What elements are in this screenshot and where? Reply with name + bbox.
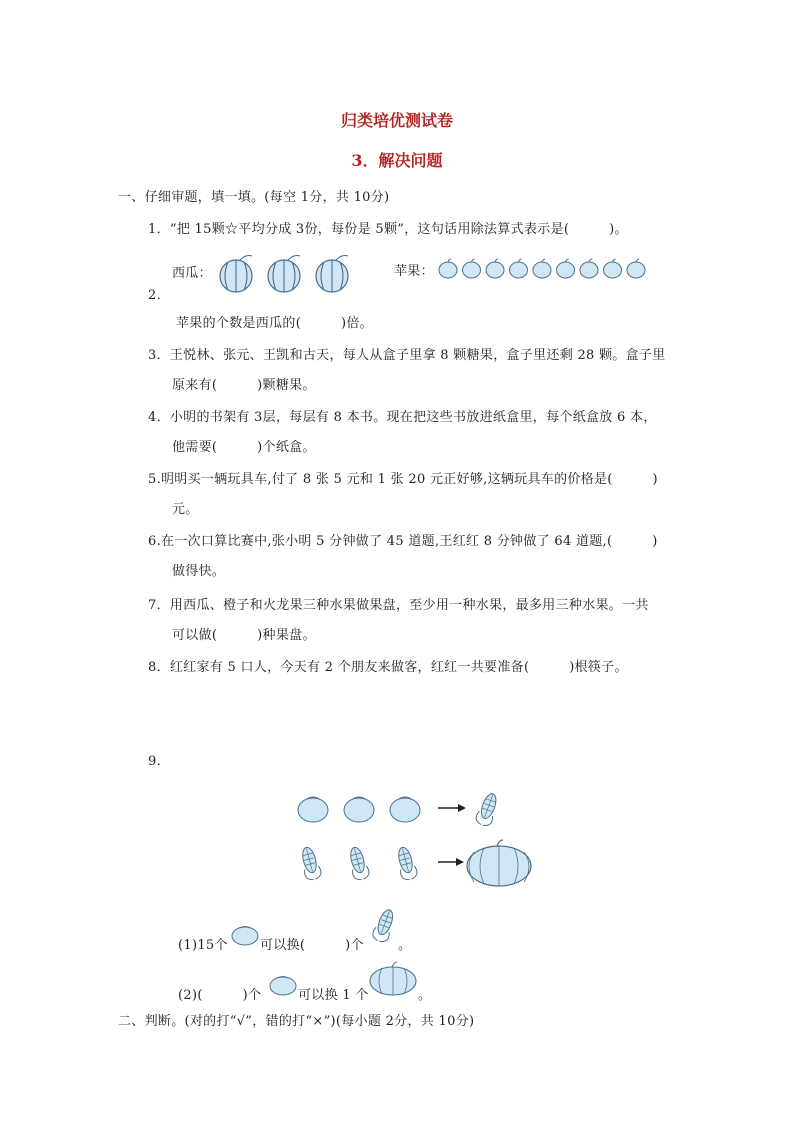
watermelon-icon — [316, 256, 348, 293]
tomato-icon — [230, 922, 260, 946]
exchange-row-tomato-corn — [296, 788, 546, 828]
corn-icon — [372, 906, 398, 950]
apple-icon — [439, 259, 457, 278]
watermelon-icon — [220, 256, 252, 293]
question-4-line2: 他需要( )个纸盒。 — [172, 440, 316, 455]
pumpkin-icon — [368, 960, 418, 996]
watermelon-icon — [268, 256, 300, 293]
watermelon-icons — [218, 252, 362, 296]
arrow-right-icon — [438, 804, 466, 812]
section2-heading: 二、判断。(对的打“√”，错的打“×”)(每小题 2分，共 10分) — [118, 1014, 475, 1029]
question-2-number: 2． — [148, 288, 170, 303]
apple-icon — [463, 259, 481, 278]
question-9-number: 9． — [148, 754, 170, 769]
corn-icon — [298, 845, 322, 881]
watermelon-label: 西瓜： — [172, 266, 212, 281]
apple-icon — [510, 259, 528, 278]
question-4-line1: 4．小明的书架有 3层，每层有 8 本书。现在把这些书放进纸盒里，每个纸盒放 6 本， — [148, 410, 657, 425]
corn-icon — [474, 791, 501, 828]
apple-icons — [438, 258, 650, 280]
q9-sub2-middle: 可以换 1 个 — [298, 988, 369, 1003]
question-5-line2: 元。 — [172, 502, 199, 517]
section1-heading: 一、仔细审题，填一填。(每空 1分，共 10分) — [118, 190, 390, 205]
arrow-right-icon — [438, 858, 464, 866]
question-8: 8．红红家有 5 口人，今天有 2 个朋友来做客，红红一共要准备( )根筷子。 — [148, 660, 628, 675]
corn-icon — [346, 845, 370, 881]
watermelon-group — [218, 252, 362, 300]
question-6-line2: 做得快。 — [172, 564, 226, 579]
page-subtitle: 3．解决问题 — [351, 151, 443, 170]
question-3-line1: 3．王悦林、张元、王凯和古天，每人从盒子里拿 8 颗糖果，盒子里还剩 28 颗。盒子里 — [148, 348, 666, 363]
q9-sub2-prefix: (2)( )个 — [178, 988, 262, 1003]
question-1: 1．“把 15颗☆平均分成 3份，每份是 5颗”，这句话用除法算式表示是( )。 — [148, 222, 628, 237]
apple-group — [438, 258, 650, 284]
corn-icon — [394, 845, 418, 881]
apple-icon — [627, 259, 645, 278]
question-7-line1: 7．用西瓜、橙子和火龙果三种水果做果盘，至少用一种水果，最多用三种水果。一共 — [148, 598, 649, 613]
q9-sub1-prefix: (1)15个 — [178, 938, 228, 953]
apple-icon — [486, 259, 504, 278]
page-title: 归类培优测试卷 — [340, 111, 453, 130]
q9-sub1-suffix: 。 — [398, 938, 412, 953]
apple-icon — [533, 259, 551, 278]
tomato-icon — [298, 797, 328, 822]
question-7-line2: 可以做( )种果盘。 — [172, 628, 316, 643]
apple-icon — [557, 259, 575, 278]
question-5-line1: 5.明明买一辆玩具车,付了 8 张 5 元和 1 张 20 元正好够,这辆玩具车的价格是( ) — [148, 472, 658, 487]
q9-sub2-suffix: 。 — [418, 988, 432, 1003]
q9-sub1-middle: 可以换( )个 — [260, 938, 364, 953]
apple-icon — [580, 259, 598, 278]
apple-icon — [604, 259, 622, 278]
question-3-line2: 原来有( )颗糖果。 — [172, 378, 316, 393]
apple-label: 苹果： — [394, 264, 434, 279]
tomato-icon — [390, 797, 420, 822]
question-6-line1: 6.在一次口算比赛中,张小明 5 分钟做了 45 道题,王红红 8 分钟做了 64 道题,( ) — [148, 534, 658, 549]
exchange-row-corn-pumpkin — [296, 838, 536, 890]
tomato-icon — [344, 797, 374, 822]
tomato-icon — [268, 972, 298, 996]
question-2-text: 苹果的个数是西瓜的( )倍。 — [176, 316, 373, 331]
pumpkin-icon — [467, 840, 531, 886]
